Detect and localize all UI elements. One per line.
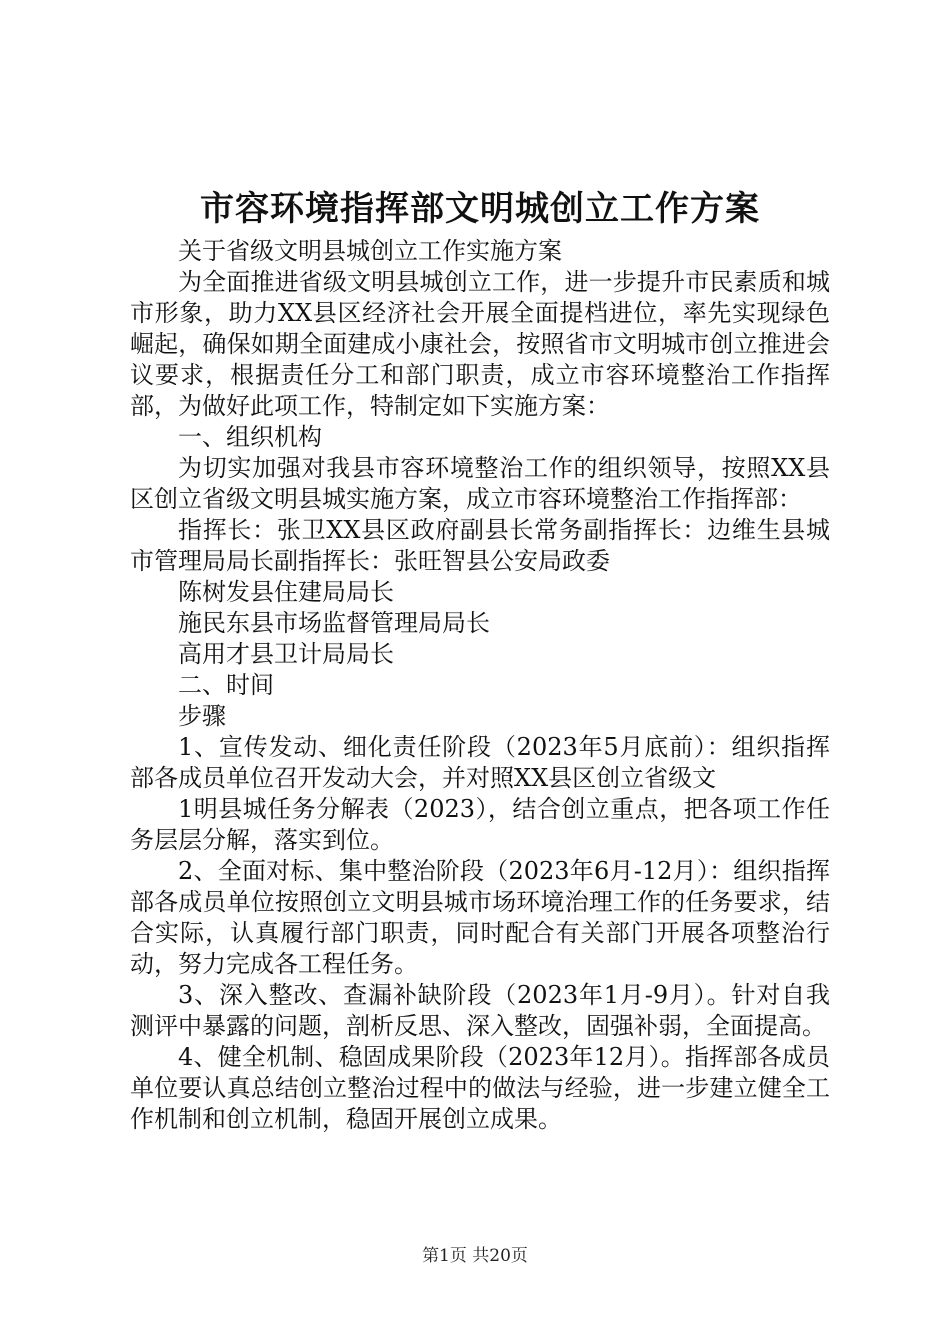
page-number: 第1页 共20页 [422,1246,528,1266]
paragraph-step-4: 4、健全机制、稳固成果阶段（2023年12月）。指挥部各成员单位要认真总结创立整治过程中的做法与经验，进一步建立健全工作机制和创立机制，稳固开展创立成果。 [130,1043,830,1133]
paragraph-intro: 为全面推进省级文明县城创立工作，进一步提升市民素质和城市形象，助力XX县区经济社会开展全面提档进位，率先实现绿色崛起，确保如期全面建成小康社会，按照省市文明城市创立推进会议要求，根据责任分工和部门职责，成立市容环境整治工作指挥部，为做好此项工作，特制定如下实施方案： [130,268,830,420]
paragraph-organization: 为切实加强对我县市容环境整治工作的组织领导，按照XX县区创立省级文明县城实施方案，成立市容环境整治工作指挥部： [130,454,830,513]
paragraph-step-3: 3、深入整改、查漏补缺阶段（2023年1月-9月）。针对自我测评中暴露的问题，剖析反思、深入整改，固强补弱，全面提高。 [130,981,830,1040]
paragraph-step-1: 1、宣传发动、细化责任阶段（2023年5月底前）：组织指挥部各成员单位召开发动大会，并对照XX县区创立省级文 [130,733,830,792]
paragraph-commanders: 指挥长：张卫XX县区政府副县长常务副指挥长：边维生县城市管理局局长副指挥长：张旺智县公安局政委 [130,516,830,575]
member-line: 施民东县市场监督管理局局长 [178,609,490,637]
document-title: 市容环境指挥部文明城创立工作方案 [200,189,760,229]
paragraph-step-1-continued: 1明县城任务分解表（2023），结合创立重点，把各项工作任务层层分解，落实到位。 [130,795,830,854]
member-line: 陈树发县住建局局长 [178,578,394,606]
paragraph-subtitle: 关于省级文明县城创立工作实施方案 [178,237,562,265]
paragraph-step-2: 2、全面对标、集中整治阶段（2023年6月-12月）：组织指挥部各成员单位按照创立文明县城市场环境治理工作的任务要求，结合实际，认真履行部门职责，同时配合有关部门开展各项整治行动，努力完成各工程任务。 [130,857,830,978]
heading-steps: 步骤 [178,702,226,730]
member-line: 高用才县卫计局局长 [178,640,394,668]
document-body [130,236,830,1135]
heading-time: 二、时间 [178,671,274,699]
heading-organization: 一、组织机构 [178,423,322,451]
